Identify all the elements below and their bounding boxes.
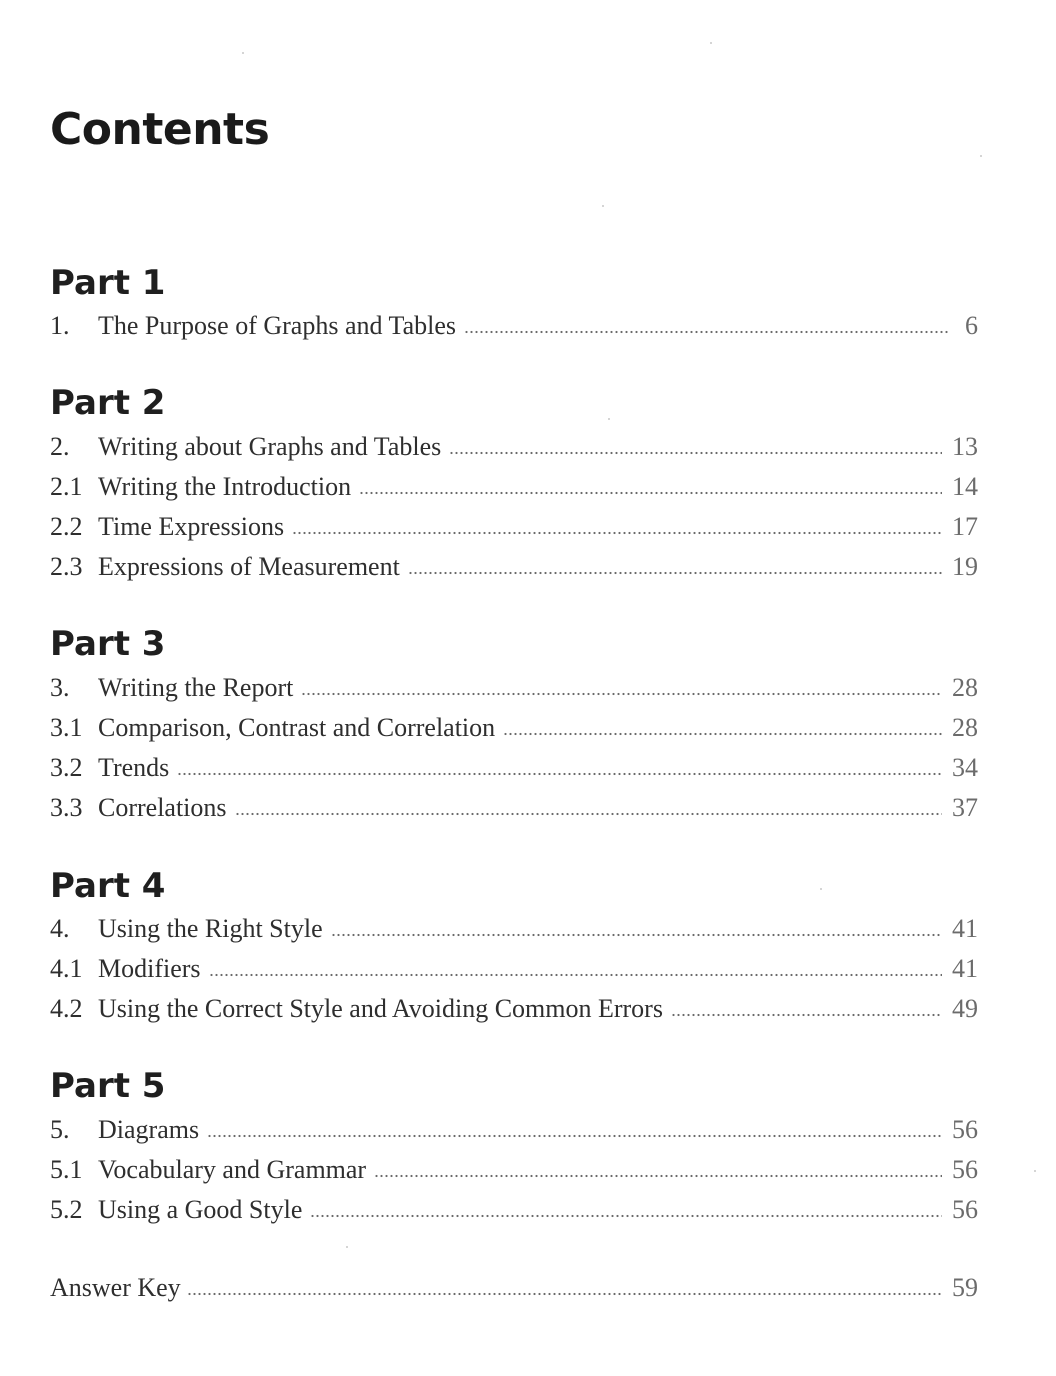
dot-leader [209, 973, 942, 977]
part-heading-4: Part 4 [50, 866, 166, 906]
entry-title: Modifiers [98, 954, 201, 983]
toc-entry[interactable] [50, 911, 978, 947]
toc-entry[interactable] [50, 429, 978, 465]
toc-entry[interactable] [50, 509, 978, 545]
entry-number: 5.1 [50, 1155, 83, 1184]
toc-entry-answer-key[interactable] [50, 1270, 978, 1306]
entry-number: 2. [50, 432, 70, 461]
scan-speck [346, 1246, 348, 1248]
entry-number: 3.3 [50, 793, 83, 822]
entry-title: Answer Key [50, 1273, 181, 1302]
entry-number: 5. [50, 1115, 70, 1144]
entry-number: 3.1 [50, 713, 83, 742]
toc-entry[interactable] [50, 670, 978, 706]
scan-speck [820, 888, 822, 890]
entry-number: 2.2 [50, 512, 83, 541]
entry-page-number: 41 [952, 954, 978, 983]
dot-leader [235, 812, 942, 816]
entry-title: Using the Correct Style and Avoiding Common Errors [98, 994, 663, 1023]
toc-entry[interactable] [50, 991, 978, 1027]
dot-leader [671, 1013, 942, 1017]
entry-title: Expressions of Measurement [98, 552, 400, 581]
part-heading-5: Part 5 [50, 1066, 166, 1106]
entry-number: 5.2 [50, 1195, 83, 1224]
entry-title: The Purpose of Graphs and Tables [98, 311, 457, 340]
dot-leader [292, 531, 942, 535]
toc-entry[interactable] [50, 308, 978, 344]
entry-page-number: 59 [952, 1273, 978, 1302]
entry-title: Correlations [98, 793, 227, 822]
scan-speck [710, 42, 712, 44]
entry-number: 3. [50, 673, 70, 702]
dot-leader [374, 1174, 942, 1178]
entry-title: Writing the Report [98, 673, 294, 702]
toc-entry[interactable] [50, 1112, 978, 1148]
entry-title: Diagrams [98, 1115, 200, 1144]
dot-leader [301, 692, 942, 696]
scan-speck [602, 205, 604, 207]
entry-number: 1. [50, 311, 70, 340]
entry-page-number: 37 [952, 793, 978, 822]
toc-entry[interactable] [50, 469, 978, 505]
toc-entry[interactable] [50, 790, 978, 826]
entry-number: 4.1 [50, 954, 83, 983]
entry-page-number: 56 [952, 1195, 978, 1224]
dot-leader [503, 732, 942, 736]
entry-page-number: 28 [952, 713, 978, 742]
entry-number: 4. [50, 914, 70, 943]
dot-leader [207, 1134, 942, 1138]
entry-page-number: 56 [952, 1115, 978, 1144]
toc-entry[interactable] [50, 750, 978, 786]
entry-title: Writing the Introduction [98, 472, 352, 501]
dot-leader [359, 491, 942, 495]
part-heading-1: Part 1 [50, 263, 166, 303]
part-heading-3: Part 3 [50, 624, 166, 664]
dot-leader [331, 933, 942, 937]
entry-page-number: 17 [952, 512, 978, 541]
toc-entry[interactable] [50, 1152, 978, 1188]
entry-page-number: 41 [952, 914, 978, 943]
entry-number: 2.3 [50, 552, 83, 581]
dot-leader [177, 772, 942, 776]
toc-entry[interactable] [50, 710, 978, 746]
toc-entry[interactable] [50, 1192, 978, 1228]
dot-leader [187, 1292, 942, 1296]
dot-leader [310, 1214, 942, 1218]
entry-page-number: 49 [952, 994, 978, 1023]
entry-title: Vocabulary and Grammar [98, 1155, 367, 1184]
scan-speck [980, 155, 982, 157]
page-title: Contents [50, 104, 270, 155]
entry-title: Trends [98, 753, 170, 782]
entry-number: 3.2 [50, 753, 83, 782]
entry-page-number: 14 [952, 472, 978, 501]
scan-speck [242, 52, 244, 54]
entry-page-number: 6 [965, 311, 978, 340]
entry-page-number: 13 [952, 432, 978, 461]
dot-leader [408, 571, 942, 575]
scan-speck [608, 418, 610, 420]
dot-leader [464, 330, 948, 334]
entry-title: Time Expressions [98, 512, 285, 541]
entry-number: 2.1 [50, 472, 83, 501]
entry-page-number: 19 [952, 552, 978, 581]
toc-entry[interactable] [50, 951, 978, 987]
entry-page-number: 56 [952, 1155, 978, 1184]
entry-page-number: 34 [952, 753, 978, 782]
entry-title: Comparison, Contrast and Correlation [98, 713, 496, 742]
toc-entry[interactable] [50, 549, 978, 585]
entry-page-number: 28 [952, 673, 978, 702]
entry-title: Writing about Graphs and Tables [98, 432, 442, 461]
entry-number: 4.2 [50, 994, 83, 1023]
scan-speck [1034, 1170, 1036, 1172]
entry-title: Using a Good Style [98, 1195, 303, 1224]
entry-title: Using the Right Style [98, 914, 323, 943]
dot-leader [449, 451, 942, 455]
part-heading-2: Part 2 [50, 383, 166, 423]
